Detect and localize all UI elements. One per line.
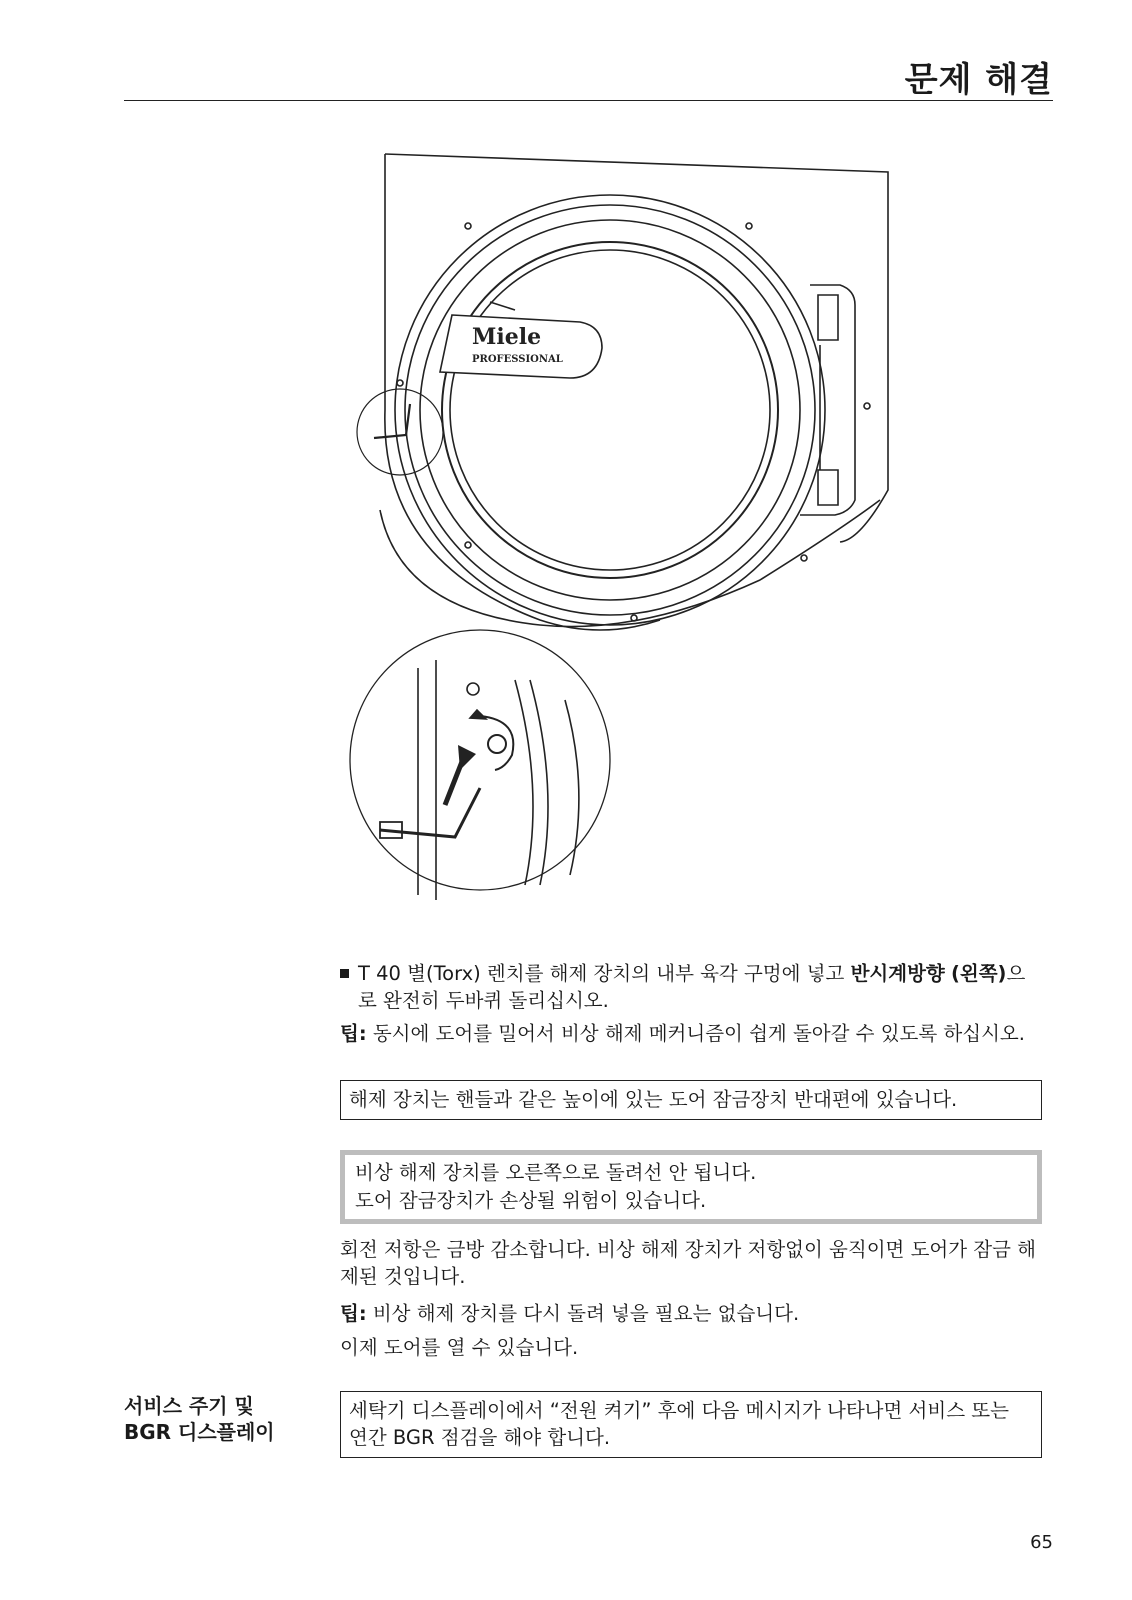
page-number: 65: [1030, 1532, 1053, 1553]
bullet-square-icon: [340, 969, 349, 978]
service-heading-line-2: BGR 디스플레이: [124, 1420, 275, 1444]
door-open-paragraph: [340, 1334, 1044, 1361]
step-text-b: 으로 완전히 두바퀴 돌리십시오.: [358, 962, 1026, 1012]
warning-box: [340, 1150, 1042, 1224]
brand-logo-text: Miele: [472, 324, 542, 350]
service-box: [340, 1391, 1042, 1458]
header-divider: [124, 100, 1053, 101]
tip-2-label: 팁:: [340, 1302, 367, 1325]
service-section-heading: [124, 1393, 275, 1445]
tip-2-text: 비상 해제 장치를 다시 돌려 넣을 필요는 없습니다.: [366, 1302, 800, 1325]
resistance-text: 회전 저항은 금방 감소합니다. 비상 해제 장치가 저항없이 움직이면 도어가 잠금 해제된 것입니다.: [340, 1238, 1037, 1288]
page-title: 문제 해결: [904, 60, 1053, 100]
note-text: 해제 장치는 핸들과 같은 높이에 있는 도어 잠금장치 반대편에 있습니다.: [349, 1088, 958, 1111]
door-open-text: 이제 도어를 열 수 있습니다.: [340, 1336, 579, 1359]
step-bold-a: 반시계방향: [850, 962, 945, 985]
tip-2: [340, 1300, 1044, 1327]
resistance-paragraph: [340, 1236, 1044, 1290]
door-emergency-release-illustration: [340, 140, 920, 920]
service-heading-line-1: 서비스 주기 및: [124, 1394, 254, 1418]
note-box: [340, 1080, 1042, 1120]
service-box-text: 세탁기 디스플레이에서 “전원 켜기” 후에 다음 메시지가 나타나면 서비스 또는 연간 BGR 점검을 해야 합니다.: [349, 1399, 1009, 1449]
brand-logo-subtext: PROFESSIONAL: [472, 354, 563, 365]
step-text-a: T 40 별(Torx) 렌치를 해제 장치의 내부 육각 구멍에 넣고: [358, 962, 851, 985]
tip-1-text: 동시에 도어를 밀어서 비상 해제 메커니즘이 쉽게 돌아갈 수 있도록 하십시오.: [366, 1022, 1025, 1045]
warning-line-1: 비상 해제 장치를 오른쪽으로 돌려선 안 됩니다.: [355, 1161, 757, 1184]
step-bold-b: (왼쪽): [950, 962, 1007, 985]
tip-1-label: 팁:: [340, 1022, 367, 1045]
warning-line-2: 도어 잠금장치가 손상될 위험이 있습니다.: [355, 1189, 707, 1212]
step-instruction: [340, 960, 1044, 1014]
tip-1: [340, 1020, 1044, 1047]
